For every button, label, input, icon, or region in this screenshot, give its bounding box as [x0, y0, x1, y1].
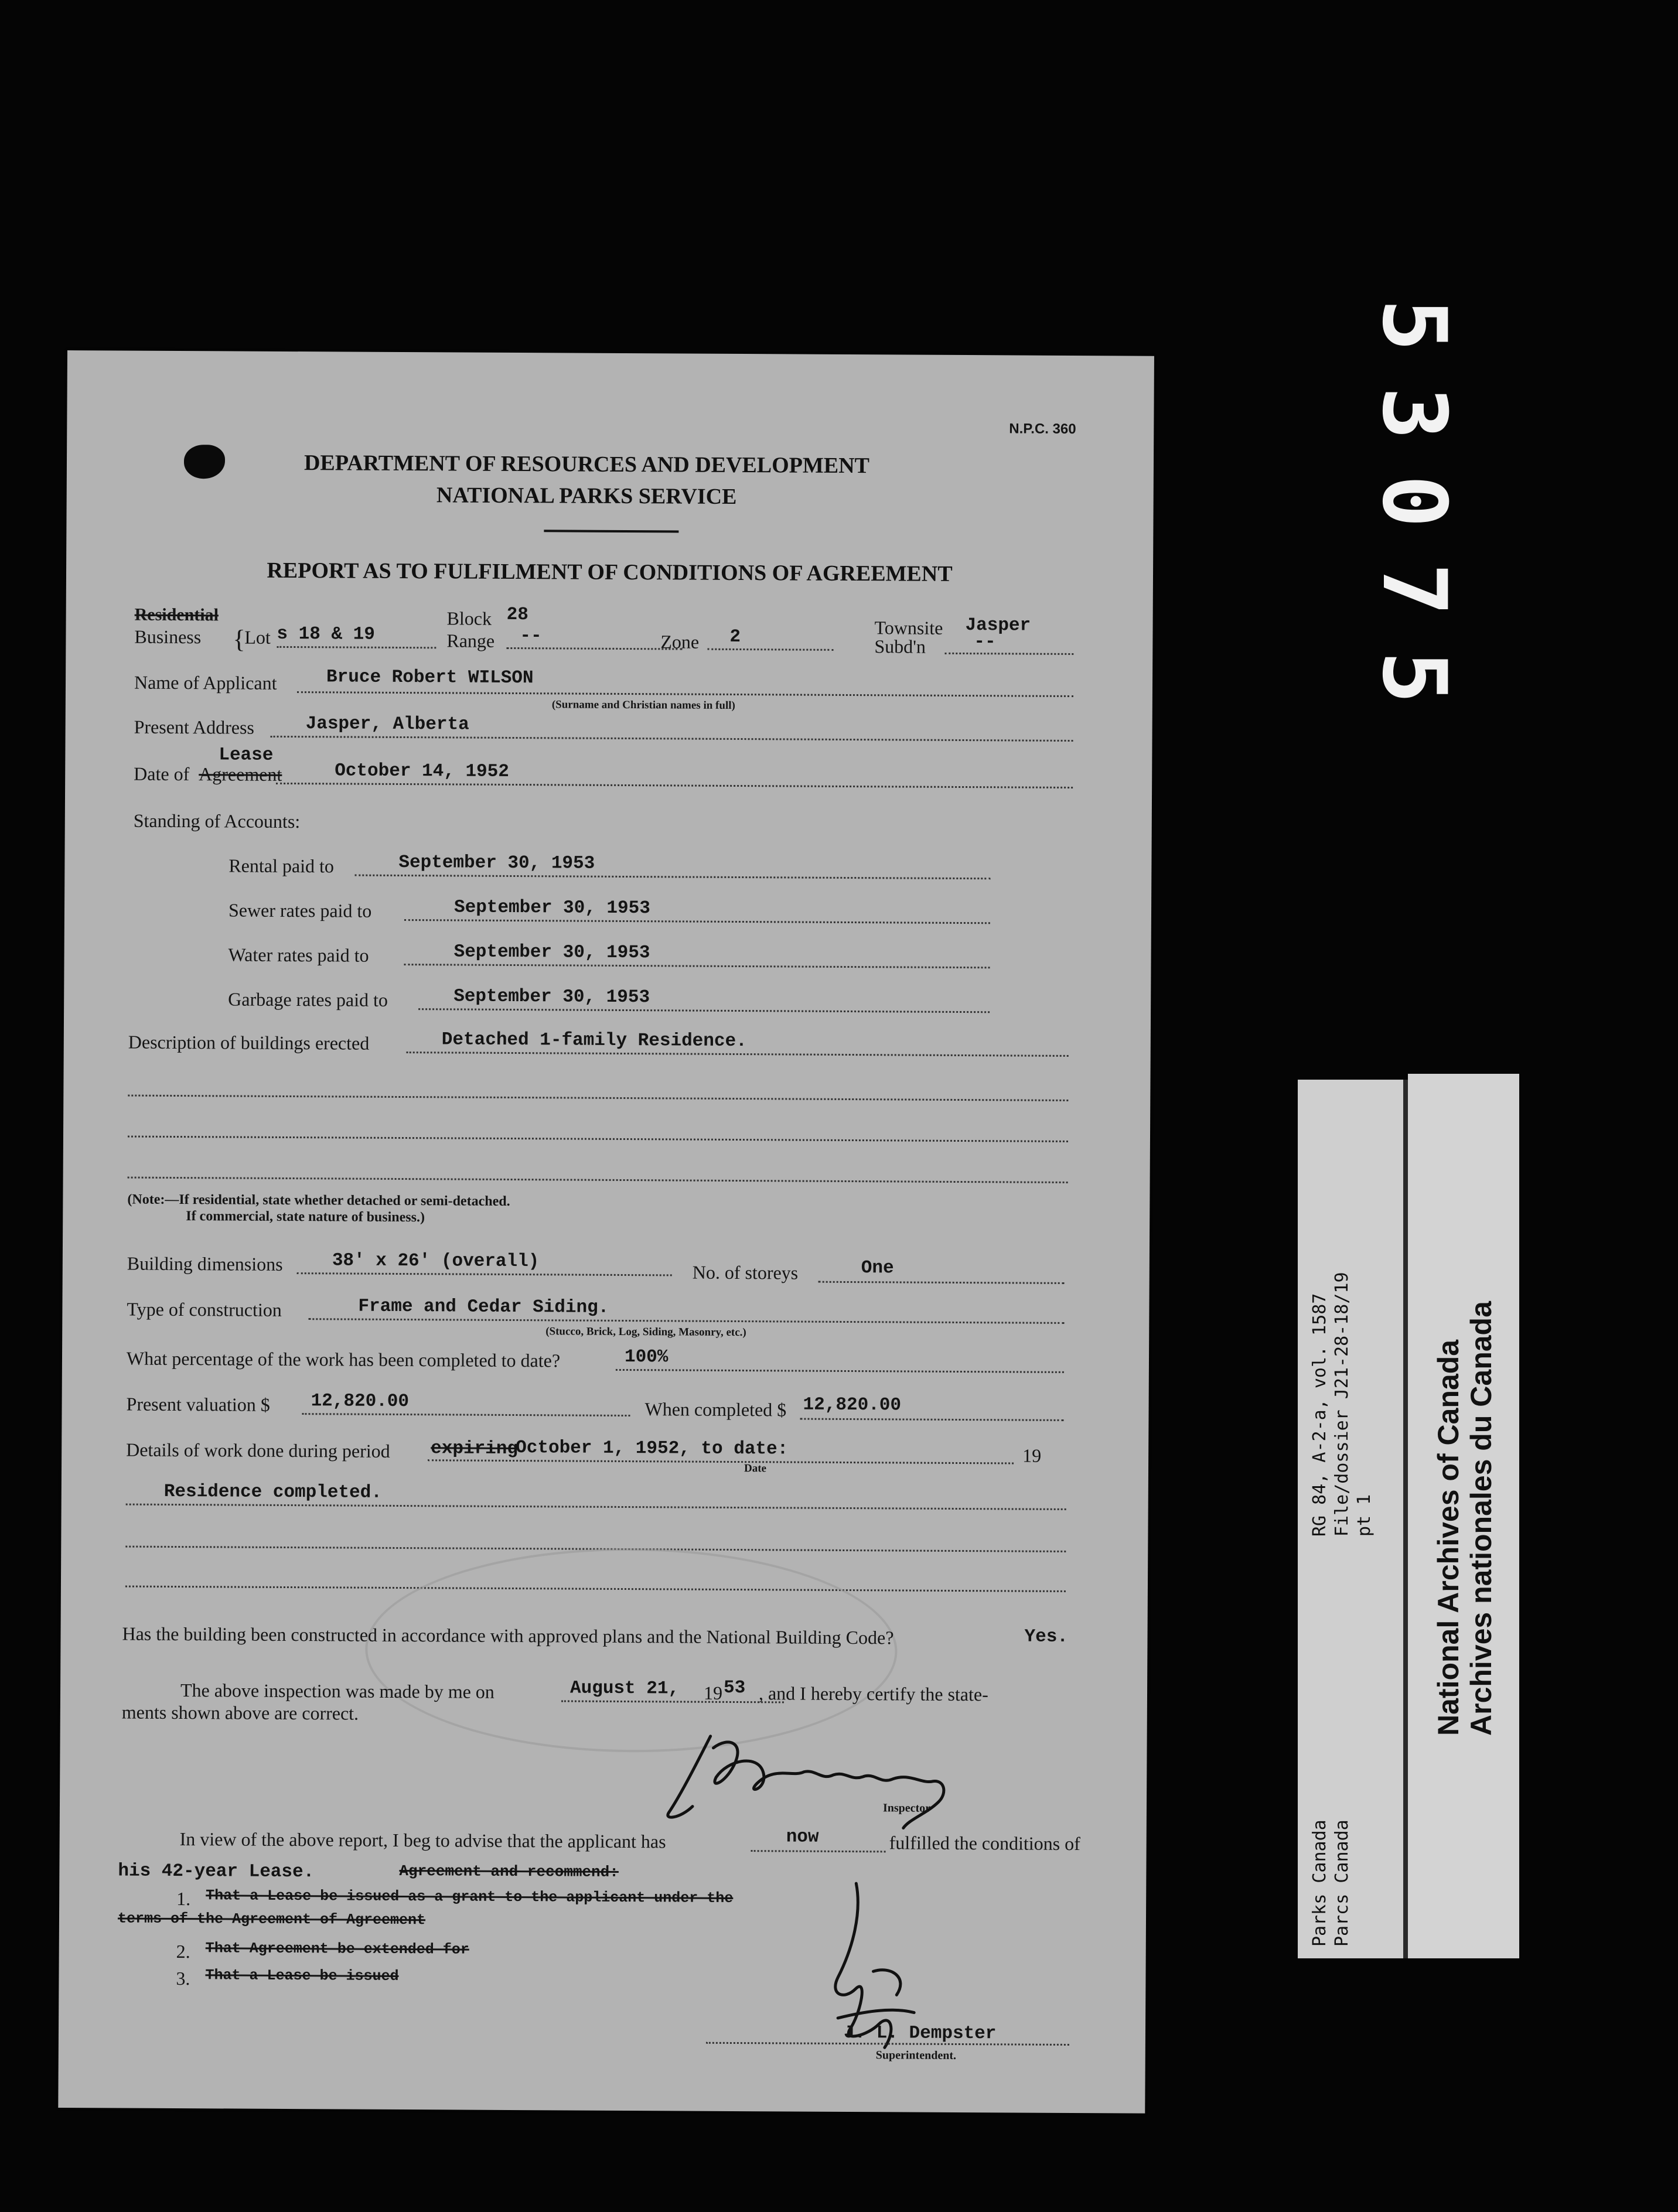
when-completed-dots	[800, 1418, 1063, 1421]
garbage-label: Garbage rates paid to	[228, 988, 388, 1011]
block-label: Block	[446, 607, 492, 629]
advice-item-1-num: 1.	[176, 1888, 191, 1910]
subdivision-dots	[944, 653, 1073, 655]
header-rule	[544, 530, 678, 532]
details-dots	[428, 1459, 1014, 1464]
business-label: Business	[134, 626, 202, 648]
storeys-value: One	[861, 1258, 894, 1279]
storeys-label: No. of storeys	[692, 1261, 799, 1283]
archive-org-1: Parks Canada	[1309, 1820, 1330, 1947]
advice-item-3-num: 3.	[176, 1968, 190, 1989]
subdivision-label: Subd'n	[874, 636, 926, 657]
block-value: 28	[506, 604, 528, 626]
valuation-label: Present valuation $	[126, 1393, 270, 1415]
advice-struck-line: Agreement and recommend:	[399, 1862, 619, 1881]
residential-struck: Residential	[134, 605, 219, 625]
department-heading: DEPARTMENT OF RESOURCES AND DEVELOPMENT	[303, 450, 870, 479]
applicant-name-label: Name of Applicant	[134, 671, 277, 694]
date-agreement-struck: Agreement	[199, 763, 282, 785]
note-residential: (Note:—If residential, state whether detached or semi-detached.	[127, 1192, 510, 1209]
townsite-value: Jasper	[965, 615, 1031, 636]
dimensions-label: Building dimensions	[127, 1252, 283, 1275]
water-dots	[404, 964, 990, 968]
frame-number	[1363, 299, 1465, 873]
description-line-2	[128, 1095, 1068, 1101]
valuation-dots	[302, 1413, 630, 1416]
archive-name-en: National Archives of Canada	[1432, 1339, 1465, 1736]
subdivision-value: --	[974, 631, 996, 653]
code-answer: Yes.	[1024, 1626, 1069, 1647]
description-label: Description of buildings erected	[128, 1031, 370, 1054]
inspection-text-1: The above inspection was made by me on	[180, 1680, 494, 1702]
zone-dots	[707, 648, 833, 651]
details-line-1	[126, 1504, 1066, 1510]
details-line-value: Residence completed.	[163, 1481, 382, 1503]
inspector-signature	[657, 1724, 1009, 1831]
percentage-value: 100%	[624, 1347, 669, 1368]
date-lease-inserted: Lease	[219, 745, 274, 766]
archive-reference-card	[1298, 1080, 1403, 1958]
construction-label: Type of construction	[127, 1298, 282, 1320]
archive-ref-1: RG 84, A-2-a, vol. 1587	[1309, 1293, 1330, 1537]
dimensions-dots	[297, 1272, 672, 1276]
brace: {	[233, 624, 245, 654]
inspection-year: 53	[723, 1677, 746, 1699]
percentage-label: What percentage of the work has been completed to date?	[126, 1347, 561, 1371]
advice-text-1: In view of the above report, I beg to advise that the applicant has	[179, 1828, 666, 1852]
advice-inserted-dots	[751, 1850, 886, 1852]
advice-text-2: fulfilled the conditions of	[889, 1832, 1080, 1855]
inspection-text-2: , and I hereby certify the state-	[758, 1682, 988, 1705]
advice-item-2: That Agreement be extended for	[205, 1940, 469, 1958]
when-completed-value: 12,820.00	[803, 1394, 902, 1416]
form-code: N.P.C. 360	[1009, 421, 1076, 438]
applicant-name-dots	[297, 691, 1073, 697]
garbage-value: September 30, 1953	[453, 986, 650, 1008]
advice-item-2-num: 2.	[176, 1941, 190, 1962]
garbage-dots	[418, 1008, 990, 1013]
details-period-value: October 1, 1952, to date:	[516, 1438, 789, 1460]
sewer-label: Sewer rates paid to	[228, 899, 372, 921]
applicant-name-note: (Surname and Christian names in full)	[551, 698, 735, 712]
service-heading: NATIONAL PARKS SERVICE	[436, 483, 737, 509]
lot-label: Lot	[244, 626, 271, 648]
advice-inserted: now	[786, 1827, 819, 1848]
lot-value: s 18 & 19	[277, 623, 375, 645]
archive-ref-2: File/dossier J21-28-18/19	[1332, 1272, 1352, 1537]
details-year: 19	[1022, 1445, 1042, 1466]
townsite-label: Townsite	[874, 617, 943, 639]
inspection-text-3: ments shown above are correct.	[121, 1701, 359, 1724]
inspector-label: Inspector	[882, 1801, 931, 1815]
sewer-dots	[404, 919, 990, 924]
dimensions-value: 38' x 26' (overall)	[332, 1250, 540, 1272]
range-dots	[506, 647, 682, 650]
note-commercial: If commercial, state nature of business.)	[186, 1209, 425, 1226]
advice-item-3: That a Lease be issued	[205, 1967, 399, 1985]
range-label: Range	[446, 630, 495, 651]
address-dots	[271, 736, 1073, 742]
superintendent-label: Superintendent.	[875, 2049, 957, 2062]
details-date-note: Date	[743, 1462, 767, 1475]
superintendent-name: J. L. Dempster	[843, 2022, 997, 2044]
description-line-3	[128, 1136, 1068, 1142]
range-value: --	[520, 626, 542, 647]
inspection-date: August 21,	[569, 1678, 680, 1699]
form-title: REPORT AS TO FULFILMENT OF CONDITIONS OF AGREEMENT	[267, 558, 953, 586]
percentage-dots	[616, 1369, 1064, 1373]
date-of-label: Date of	[134, 763, 190, 785]
water-label: Water rates paid to	[228, 944, 369, 966]
zone-value: 2	[729, 626, 741, 648]
advice-typed-line: his 42-year Lease.	[118, 1861, 315, 1883]
accounts-heading: Standing of Accounts:	[133, 810, 301, 832]
applicant-name-value: Bruce Robert WILSON	[326, 667, 534, 689]
construction-note: (Stucco, Brick, Log, Siding, Masonry, etc.)	[545, 1325, 746, 1339]
rental-dots	[354, 875, 990, 880]
form-page	[58, 350, 1154, 2114]
rental-value: September 30, 1953	[398, 852, 595, 874]
advice-item-1: That a Lease be issued as a grant to the applicant under the	[206, 1887, 734, 1907]
sewer-value: September 30, 1953	[453, 897, 650, 919]
inspection-year-prefix: 19	[703, 1682, 723, 1704]
construction-value: Frame and Cedar Siding.	[358, 1296, 609, 1318]
when-completed-label: When completed $	[644, 1398, 787, 1421]
watermark-seal	[364, 1547, 898, 1754]
address-value: Jasper, Alberta	[305, 714, 469, 735]
archive-org-2: Parcs Canada	[1332, 1820, 1352, 1947]
lot-dots	[277, 646, 436, 648]
address-label: Present Address	[134, 716, 255, 738]
archive-name-fr: Archives nationales du Canada	[1465, 1301, 1498, 1736]
description-line-4	[128, 1177, 1068, 1183]
code-question: Has the building been constructed in accordance with approved plans and the National Building Code?	[122, 1623, 894, 1648]
zone-label: Zone	[660, 631, 700, 653]
description-dots	[407, 1052, 1069, 1057]
date-dots	[276, 783, 1073, 788]
rental-label: Rental paid to	[228, 855, 335, 877]
details-struck: expiring	[431, 1438, 519, 1460]
storeys-dots	[818, 1281, 1065, 1284]
date-value: October 14, 1952	[335, 760, 509, 782]
archive-ref-3: pt 1	[1354, 1494, 1375, 1537]
archive-name-card	[1408, 1074, 1519, 1958]
frame-number-text: 53075	[1363, 299, 1465, 739]
construction-dots	[308, 1318, 1064, 1324]
card-divider	[1403, 1080, 1408, 1958]
water-value: September 30, 1953	[453, 941, 650, 964]
valuation-value: 12,820.00	[311, 1391, 410, 1412]
description-value: Detached 1-family Residence.	[441, 1029, 747, 1052]
advice-item-1-cont: terms of the Agreement of Agreement	[117, 1910, 426, 1929]
details-label: Details of work done during period	[126, 1439, 390, 1462]
